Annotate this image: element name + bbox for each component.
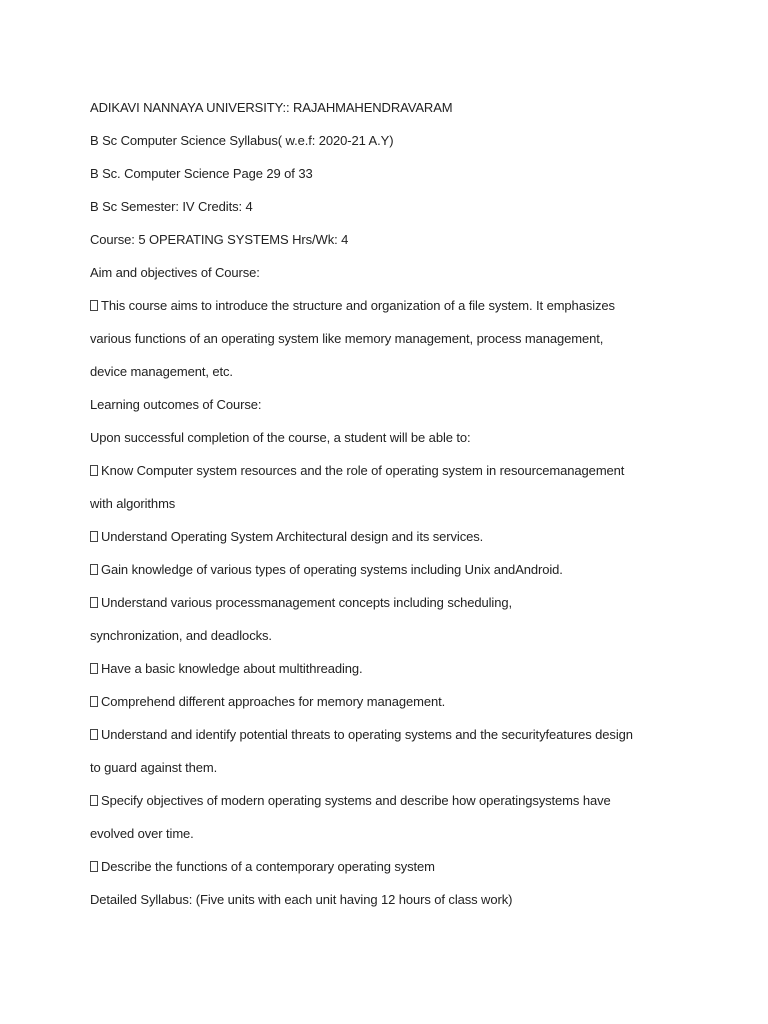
- missing-glyph-icon: [90, 531, 98, 542]
- aim-continuation: device management, etc.: [90, 364, 233, 379]
- page-indicator: B Sc. Computer Science Page 29 of 33: [90, 166, 313, 181]
- missing-glyph-icon: [90, 696, 98, 707]
- missing-glyph-icon: [90, 861, 98, 872]
- course-title: Course: 5 OPERATING SYSTEMS Hrs/Wk: 4: [90, 232, 349, 247]
- outcome-bullet: Understand and identify potential threats to operating systems and the securityfeatures design: [90, 718, 690, 751]
- aim-bullet: This course aims to introduce the structure and organization of a file system. It emphasizes: [90, 289, 690, 322]
- outcome-continuation: with algorithms: [90, 496, 176, 511]
- missing-glyph-icon: [90, 564, 98, 575]
- missing-glyph-icon: [90, 729, 98, 740]
- outcome-bullet: Gain knowledge of various types of operating systems including Unix andAndroid.: [90, 553, 690, 586]
- syllabus-heading: Detailed Syllabus: (Five units with each unit having 12 hours of class work): [90, 892, 513, 907]
- aim-continuation: various functions of an operating system like memory management, process management,: [90, 331, 604, 346]
- aim-heading: Aim and objectives of Course:: [90, 265, 260, 280]
- missing-glyph-icon: [90, 300, 98, 311]
- document-body: [90, 91, 690, 916]
- outcome-continuation: synchronization, and deadlocks.: [90, 628, 272, 643]
- university-header: ADIKAVI NANNAYA UNIVERSITY:: RAJAHMAHENDRAVARAM: [90, 100, 453, 115]
- missing-glyph-icon: [90, 597, 98, 608]
- outcome-bullet: Understand various processmanagement concepts including scheduling,: [90, 586, 690, 619]
- outcome-bullet: Comprehend different approaches for memory management.: [90, 685, 690, 718]
- outcomes-heading: Learning outcomes of Course:: [90, 397, 262, 412]
- semester-credits: B Sc Semester: IV Credits: 4: [90, 199, 253, 214]
- outcome-continuation: to guard against them.: [90, 760, 218, 775]
- missing-glyph-icon: [90, 465, 98, 476]
- outcome-bullet: Describe the functions of a contemporary operating system: [90, 850, 690, 883]
- outcome-bullet: Understand Operating System Architectural design and its services.: [90, 520, 690, 553]
- outcome-bullet: Specify objectives of modern operating systems and describe how operatingsystems have: [90, 784, 690, 817]
- missing-glyph-icon: [90, 663, 98, 674]
- outcomes-intro: Upon successful completion of the course, a student will be able to:: [90, 430, 471, 445]
- outcome-bullet: Know Computer system resources and the role of operating system in resourcemanagement: [90, 454, 690, 487]
- missing-glyph-icon: [90, 795, 98, 806]
- syllabus-title: B Sc Computer Science Syllabus( w.e.f: 2020-21 A.Y): [90, 133, 394, 148]
- outcome-bullet: Have a basic knowledge about multithreading.: [90, 652, 690, 685]
- outcome-continuation: evolved over time.: [90, 826, 194, 841]
